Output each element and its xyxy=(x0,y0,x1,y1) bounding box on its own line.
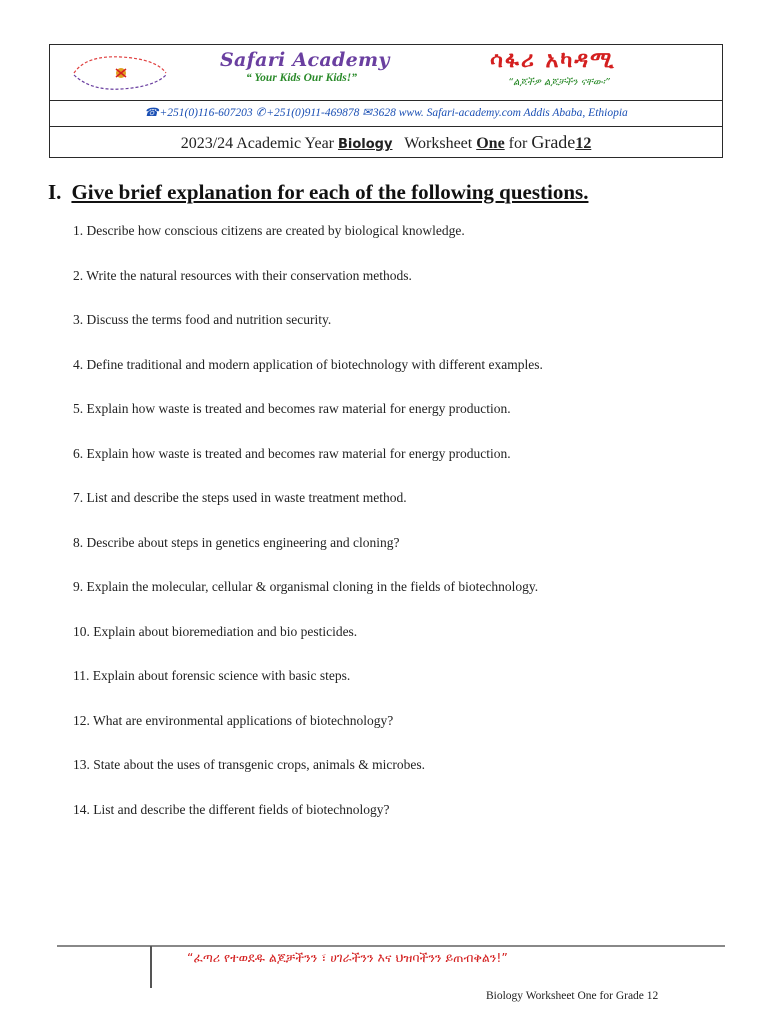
worksheet-number: One xyxy=(476,135,505,152)
question-item: 9. Explain the molecular, cellular & organismal cloning in the fields of biotechnology. xyxy=(73,579,539,594)
section-number: I. xyxy=(48,180,62,204)
phone-number-2: +251(0)911-469878 xyxy=(266,107,360,119)
question-list xyxy=(73,221,723,844)
tagline-english: “ Your Kids Our Kids!” xyxy=(246,72,357,84)
question-item: 3. Discuss the terms food and nutrition security. xyxy=(73,312,332,327)
question-item: 14. List and describe the different fields of biotechnology? xyxy=(73,801,390,817)
contact-row xyxy=(50,101,722,127)
question-item: 7. List and describe the steps used in waste treatment method. xyxy=(73,490,407,505)
worksheet-label: Worksheet xyxy=(404,135,473,152)
question-item: 10. Explain about bioremediation and bio pesticides. xyxy=(73,623,358,639)
footer-page-label: Biology Worksheet One for Grade 12 xyxy=(486,990,659,1002)
question-item: 2. Write the natural resources with their conservation methods. xyxy=(73,267,412,283)
question-item: 8. Describe about steps in genetics engineering and cloning? xyxy=(73,534,400,550)
footer-divider xyxy=(57,945,725,947)
tagline-amharic: “ልጆችዎ ልጆቻችን ናቸው፡” xyxy=(508,77,610,88)
footer-vertical-divider xyxy=(150,946,152,988)
question-item: 13. State about the uses of transgenic crops, animals & microbes. xyxy=(73,757,426,772)
header-brand-row xyxy=(50,45,722,101)
header-box xyxy=(49,44,723,158)
worksheet-title-row xyxy=(50,127,722,158)
section-heading-text: Give brief explanation for each of the following questions. xyxy=(71,180,589,204)
question-item: 1. Describe how conscious citizens are created by biological knowledge. xyxy=(73,223,465,238)
question-item: 5. Explain how waste is treated and becomes raw material for energy production. xyxy=(73,401,511,416)
question-item: 12. What are environmental applications of biotechnology? xyxy=(73,712,394,728)
website: www. Safari-academy.com xyxy=(398,107,521,119)
question-item: 11. Explain about forensic science with basic steps. xyxy=(73,668,351,683)
grade-number: 12 xyxy=(575,135,592,152)
academy-logo xyxy=(66,51,176,95)
footer-motto: “ፈጣሪ የተወደዱ ልጆቻችንን ፣ ሀገራችንን እና ህዝባችንን ይጠብቅልን!” xyxy=(187,950,508,965)
city: Addis Ababa, Ethiopia xyxy=(523,107,628,119)
academic-year: 2023/24 Academic Year xyxy=(180,135,334,152)
question-item: 6. Explain how waste is treated and becomes raw material for energy production. xyxy=(73,445,511,461)
mail-icon: ✉ xyxy=(362,107,372,119)
section-heading xyxy=(48,180,588,205)
po-box: 3628 xyxy=(372,107,396,119)
grade-label: Grade xyxy=(531,132,576,152)
for-label: for xyxy=(508,135,528,152)
question-item: 4. Define traditional and modern application of biotechnology with different examples. xyxy=(73,356,543,372)
mobile-icon: ✆ xyxy=(255,107,266,119)
brand-name-english: Safari Academy xyxy=(220,49,390,71)
phone-icon: ☎ xyxy=(144,107,159,119)
subject: Biology xyxy=(338,137,393,152)
brand-name-amharic: ሳፋሪ አካዳሚ xyxy=(490,48,616,73)
phone-number-1: +251(0)116-607203 xyxy=(159,107,253,119)
